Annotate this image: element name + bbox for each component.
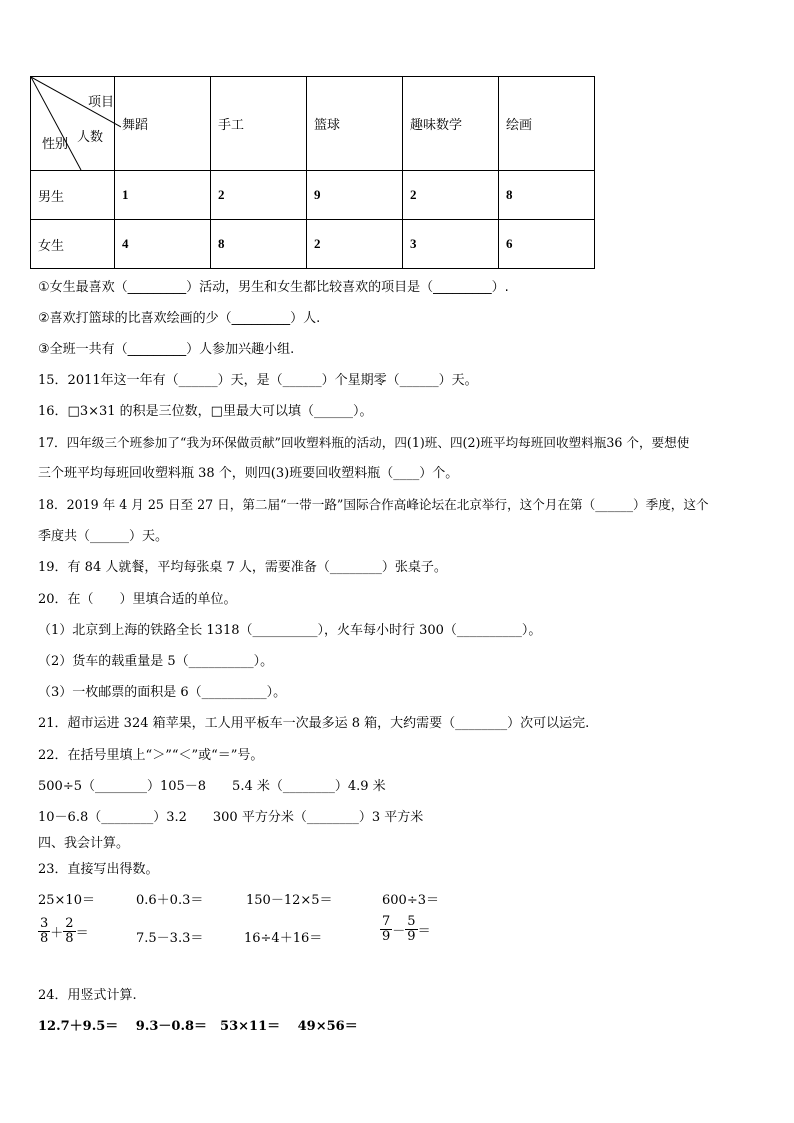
numerator: 7 <box>382 914 391 929</box>
question-20-part3: （3）一枚邮票的面积是 6（__________）。 <box>38 685 287 700</box>
operator: － <box>392 924 406 939</box>
question-24: 24．用竖式计算. <box>38 988 137 1003</box>
question-17-line2: 三个班平均每班回收塑料瓶 38 个，则四(3)班要回收塑料瓶（____）个。 <box>38 466 459 481</box>
fraction <box>405 915 417 944</box>
header-cell: 篮球 <box>307 77 403 171</box>
fraction-expression-2 <box>380 915 431 944</box>
table-cell: 2 <box>211 171 307 220</box>
table-cell: 8 <box>499 171 595 220</box>
question-22-row2: 10－6.8（________）3.2 300 平方分米（________）3 平方米 <box>38 810 424 825</box>
calc-item: 16÷4＋16＝ <box>244 931 323 946</box>
equals: ＝ <box>75 926 89 941</box>
fraction-expression-1 <box>38 917 89 946</box>
numerator: 3 <box>40 916 49 931</box>
denominator: 8 <box>40 931 49 946</box>
question-17-line1: 17．四年级三个班参加了“我为环保做贡献”回收塑料瓶的活动，四(1)班、四(2)班平均每班回收塑料瓶36 个，要想使 <box>38 435 690 450</box>
question-20-part1: （1）北京到上海的铁路全长 1318（__________），火车每小时行 300（__________）。 <box>38 623 542 638</box>
header-cell: 绘画 <box>499 77 595 171</box>
question-21: 21．超市运进 324 箱苹果，工人用平板车一次最多运 8 箱，大约需要（________）次可以运完. <box>38 716 590 731</box>
subquestion-3: ③全班一共有（_________）人参加兴趣小组. <box>38 342 295 357</box>
equals: ＝ <box>417 924 431 939</box>
calc-item: 0.6＋0.3＝ <box>136 893 204 908</box>
corner-label-count: 人数 <box>77 130 104 145</box>
calc-item: 150－12×5＝ <box>246 893 333 908</box>
table-cell: 1 <box>115 171 211 220</box>
row-label: 女生 <box>31 220 115 269</box>
numerator: 2 <box>65 916 74 931</box>
table-cell: 9 <box>307 171 403 220</box>
question-15: 15．2011年这一年有（______）天，是（______）个星期零（______）天。 <box>38 373 478 388</box>
calc-item: 25×10＝ <box>38 893 95 908</box>
question-18-line2: 季度共（______）天。 <box>38 529 169 544</box>
question-22: 22．在括号里填上“＞”“＜”或“＝”号。 <box>38 748 264 763</box>
calc-item: 7.5－3.3＝ <box>136 931 204 946</box>
numerator: 5 <box>407 914 416 929</box>
header-cell: 趣味数学 <box>403 77 499 171</box>
section-4-heading: 四、我会计算。 <box>38 836 130 851</box>
table-row-girls <box>31 220 595 269</box>
subquestion-1: ①女生最喜欢（_________）活动，男生和女生都比较喜欢的项目是（_________）. <box>38 280 509 295</box>
corner-label-gender: 性别 <box>42 137 69 152</box>
row-label: 男生 <box>31 171 115 220</box>
question-19: 19．有 84 人就餐，平均每张桌 7 人，需要准备（________）张桌子。 <box>38 560 447 575</box>
survey-table <box>30 76 595 269</box>
question-18-line1: 18．2019 年 4 月 25 日至 27 日，第二届“一带一路”国际合作高峰论坛在北京举行，这个月在第（______）季度，这个 <box>38 497 709 512</box>
table-cell: 6 <box>499 220 595 269</box>
table-cell: 2 <box>403 171 499 220</box>
question-16: 16．□3×31 的积是三位数，□里最大可以填（______）。 <box>38 404 373 419</box>
corner-label-project: 项目 <box>88 95 115 110</box>
denominator: 9 <box>407 929 416 944</box>
table-header-row <box>31 77 595 171</box>
table-corner-cell <box>31 77 115 171</box>
question-22-row1: 500÷5（________）105－8 5.4 米（________）4.9 米 <box>38 779 386 794</box>
fraction <box>63 917 75 946</box>
table-cell: 4 <box>115 220 211 269</box>
question-23: 23．直接写出得数。 <box>38 862 159 877</box>
subquestion-2: ②喜欢打篮球的比喜欢绘画的少（_________）人. <box>38 311 321 326</box>
question-20-part2: （2）货车的载重量是 5（__________）。 <box>38 654 274 669</box>
operator: ＋ <box>50 926 64 941</box>
calc-item: 600÷3＝ <box>382 893 439 908</box>
question-24-expressions: 12.7＋9.5＝ 9.3－0.8＝ 53×11＝ 49×56＝ <box>38 1019 358 1034</box>
denominator: 9 <box>382 929 391 944</box>
fraction <box>38 917 50 946</box>
table-cell: 8 <box>211 220 307 269</box>
denominator: 8 <box>65 931 74 946</box>
table-cell: 2 <box>307 220 403 269</box>
table-row-boys <box>31 171 595 220</box>
question-20: 20．在（ ）里填合适的单位。 <box>38 592 237 607</box>
table-cell: 3 <box>403 220 499 269</box>
fraction <box>380 915 392 944</box>
header-cell: 手工 <box>211 77 307 171</box>
header-cell: 舞蹈 <box>115 77 211 171</box>
